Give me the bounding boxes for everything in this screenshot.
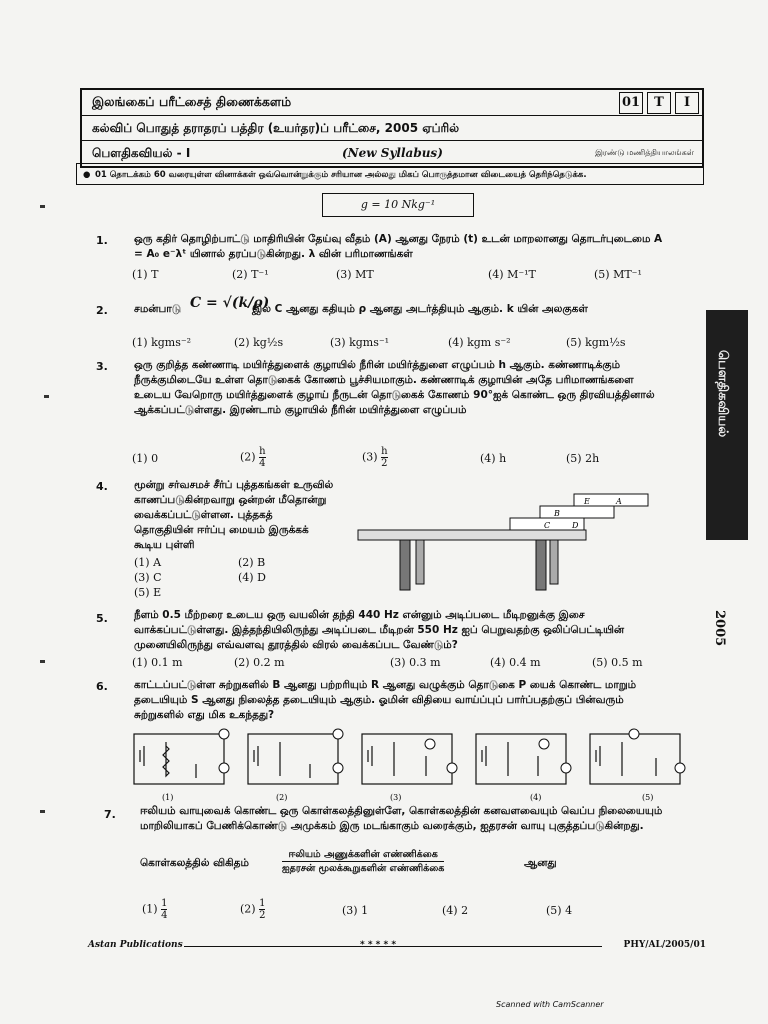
option xyxy=(362,446,388,469)
ammeter-icon xyxy=(425,739,435,749)
table-leg xyxy=(400,540,410,590)
ammeter-icon xyxy=(333,729,343,739)
question-text: ஒரு குறித்த கண்ணாடி மயிர்த்துளைக் குழாயில் நீரின் மயிர்த்துளை எழுப்பம் h ஆகும். கண்ணாடிக்கும் நீருக்குமிடையே உள்ள தொடுகைக் கோணம் பூச்சியமாகும். கண்ணாடிக் குழாயின் அதே பரிமாணங்களை உடைய வேறொரு மயிர்த்துளைக் குழாய் நீருடன் தொடுகைக் கோணம் 90°ஐக் கொண்ட ஒரு திரவியத்தினால் ஆக்கப்பட்டுள்ளது. இரண்டாம் குழாயில் நீரின் மயிர்த்துளை எழுப்பம் xyxy=(134,359,655,416)
exam-title: கல்விப் பொதுத் தராதரப் பத்திர (உயர்தர)ப் பரீட்சை, 2005 ஏப்ரில் xyxy=(92,121,460,135)
bullet-icon: ● xyxy=(83,170,91,180)
question-text: இல் C ஆனது கதியும் ρ ஆனது அடர்த்தியும் ஆகும். k யின் அலகுகள் xyxy=(252,303,588,315)
option: (1) kgms⁻² xyxy=(132,336,192,349)
header-exam-row xyxy=(82,116,702,141)
instruction-box xyxy=(76,163,704,185)
question-number: 7. xyxy=(104,808,116,821)
side-year: 2005 xyxy=(712,610,727,647)
option: (4) D xyxy=(238,571,266,584)
option: (2) 0.2 m xyxy=(234,656,285,669)
book-middle xyxy=(540,506,614,518)
label-e: E xyxy=(584,497,590,506)
option: (3) MT xyxy=(336,268,374,281)
voltmeter-icon xyxy=(219,763,229,773)
fraction-numerator: h xyxy=(259,446,266,457)
fraction-denominator: 2 xyxy=(259,910,266,921)
circuit-label: (1) xyxy=(162,793,174,802)
ratio-numerator: ஈலியம் அணுக்களின் எண்ணிக்கை xyxy=(282,848,444,862)
code-box-2: T xyxy=(647,92,671,114)
margin-mark xyxy=(40,205,45,208)
ammeter-icon xyxy=(539,739,549,749)
footer-stars: * * * * * xyxy=(360,940,397,950)
question-text: ஒரு கதிர் தொழிற்பாட்டு மாதிரியின் தேய்வு வீதம் (A) ஆனது நேரம் (t) உடன் மாறலானது தொடர்புடைமை A = A₀ e⁻λᵗ யினால் தரப்படுகின்றது. λ வின் பரிமாணங்கள் xyxy=(134,233,663,260)
option: (4) h xyxy=(480,452,507,465)
question-number: 1. xyxy=(96,234,108,247)
circuit-3 xyxy=(362,734,452,784)
option: (5) 4 xyxy=(546,904,573,917)
option: (5) 0.5 m xyxy=(592,656,643,669)
voltmeter-icon xyxy=(675,763,685,773)
question-text: காட்டப்பட்டுள்ள சுற்றுகளில் B ஆனது பற்றரியும் R ஆனது வழுக்கும் தொடுகை P யைக் கொண்ட மாறும் தடையியும் S ஆனது நிலைத்த தடையியும் ஆகும். ஓமின் விதியை வாய்ப்புப் பார்ப்பதற்குப் பின்வரும் சுற்றுகளில் எது மிக உகந்தது? xyxy=(134,679,637,721)
question-text-lead: சமன்பாடு xyxy=(134,303,182,315)
ratio-tail: ஆனது xyxy=(524,857,557,869)
option: (1) 0 xyxy=(132,452,159,465)
question-number: 3. xyxy=(96,360,108,373)
fraction xyxy=(259,446,265,469)
option: (5) E xyxy=(134,586,162,599)
label-c: C xyxy=(544,521,551,530)
option: (5) kgm½s xyxy=(566,336,626,349)
margin-mark xyxy=(40,810,45,813)
code-box-1: 01 xyxy=(619,92,643,114)
option: (4) kgm s⁻² xyxy=(448,336,511,349)
footer-rule xyxy=(184,946,454,947)
option: (4) M⁻¹T xyxy=(488,268,536,281)
circuit-diagrams xyxy=(126,728,696,802)
question-number: 5. xyxy=(96,612,108,625)
subject-title: பௌதிகவியல் - I xyxy=(92,146,191,160)
circuit-label: (3) xyxy=(390,793,402,802)
circuit-5 xyxy=(590,734,680,784)
books-on-table-figure xyxy=(350,488,680,598)
formula: C = √(k/ρ) xyxy=(190,295,270,311)
fraction-numerator: 1 xyxy=(161,898,168,909)
fraction-numerator: 1 xyxy=(259,898,266,909)
option-label: (2) xyxy=(240,450,256,464)
fraction-denominator: 2 xyxy=(381,458,388,469)
label-d: D xyxy=(572,521,579,530)
fraction xyxy=(161,898,167,921)
circuit-2 xyxy=(248,734,338,784)
option: (3) C xyxy=(134,571,162,584)
option xyxy=(240,446,266,469)
table-leg xyxy=(416,540,424,584)
side-section-tab xyxy=(706,310,748,540)
option xyxy=(142,898,167,921)
ratio-lead: கொள்கலத்தில் விகிதம் xyxy=(140,857,249,869)
label-a: A xyxy=(616,497,622,506)
question-text: நீளம் 0.5 மீற்றரை உடைய ஒரு வயலின் தந்தி 440 Hz என்னும் அடிப்படை மீடிறனுக்கு இசை வாக்கப்பட்டுள்ளது. இத்தந்தியிலிருந்து அடிப்படை மீடிறன் 550 Hz ஐப் பெறுவதற்கு ஒலிப்பெட்டியின் முனையிலிருந்து எவ்வளவு தூரத்தில் விரல் வைக்கப்பட வேண்டும்? xyxy=(134,609,625,651)
circuit-4 xyxy=(476,734,566,784)
option-label: (3) xyxy=(362,450,378,464)
publisher-label: Astan Publications xyxy=(88,940,183,950)
fraction-numerator: h xyxy=(381,446,388,457)
option xyxy=(240,898,265,921)
fraction xyxy=(259,898,265,921)
syllabus-label: (New Syllabus) xyxy=(342,146,443,160)
question-text: ஈலியம் வாயுவைக் கொண்ட ஒரு கொள்கலத்தினுள்ளே, கொள்கலத்தின் கனவளவையும் வெப்ப நிலையையும் மாறிலியாகப் பேணிக்கொண்டு அமுக்கம் இரு மடங்காகும் வரைக்கும், ஐதரசன் வாயு புகுத்தப்படுகின்றது. xyxy=(140,805,663,832)
circuit-1 xyxy=(134,734,224,784)
fraction-denominator: 4 xyxy=(161,910,168,921)
ratio-fraction xyxy=(282,848,444,875)
option: (4) 2 xyxy=(442,904,469,917)
scan-watermark: Scanned with CamScanner xyxy=(496,1000,604,1009)
fraction xyxy=(381,446,387,469)
question-number: 6. xyxy=(96,680,108,693)
option-label: (2) xyxy=(240,902,256,916)
header-department-row xyxy=(82,90,702,116)
option: (4) 0.4 m xyxy=(490,656,541,669)
instruction-text: 01 தொடக்கம் 60 வரையுள்ள வினாக்கள் ஒவ்வொன்றுக்கும் சரியான அல்லது மிகப் பொருத்தமான விடையைத் தெரிந்தெடுக்க. xyxy=(95,170,587,180)
ammeter-icon xyxy=(219,729,229,739)
table-top xyxy=(358,530,586,540)
option-label: (1) xyxy=(142,902,158,916)
exam-header xyxy=(80,88,704,168)
voltmeter-icon xyxy=(561,763,571,773)
circuit-label: (5) xyxy=(642,793,654,802)
option: (2) B xyxy=(238,556,266,569)
fraction-denominator: 4 xyxy=(259,458,266,469)
option: (1) T xyxy=(132,268,159,281)
question-number: 4. xyxy=(96,480,108,493)
option: (5) MT⁻¹ xyxy=(594,268,642,281)
option: (1) A xyxy=(134,556,162,569)
side-tab-label: பௌதிகவியல் xyxy=(715,350,730,438)
option: (3) 0.3 m xyxy=(390,656,441,669)
option: (2) kg½s xyxy=(234,336,284,349)
code-box-3: I xyxy=(675,92,699,114)
margin-mark xyxy=(44,395,49,398)
department-title: இலங்கைப் பரீட்சைத் திணைக்களம் xyxy=(92,94,292,109)
table-leg xyxy=(550,540,558,584)
circuit-label: (4) xyxy=(530,793,542,802)
question-text: மூன்று சர்வசமச் சீர்ப் புத்தகங்கள் உருவில் காணப்படுகின்றவாறு ஒன்றன் மீதொன்று வைக்கப்பட்டுள்ளன. புத்தகத் தொகுதியின் ஈர்ப்பு மையம் இருக்கக் கூடிய புள்ளி xyxy=(134,479,334,551)
duration-label: இரண்டு மணித்தியாலங்கள் xyxy=(595,148,694,157)
paper-code: PHY/AL/2005/01 xyxy=(623,940,706,950)
option: (3) 1 xyxy=(342,904,369,917)
option: (2) T⁻¹ xyxy=(232,268,269,281)
label-b: B xyxy=(554,509,560,518)
voltmeter-icon xyxy=(447,763,457,773)
margin-mark xyxy=(40,660,45,663)
ratio-denominator: ஐதரசன் மூலக்கூறுகளின் எண்ணிக்கை xyxy=(282,863,445,874)
ammeter-icon xyxy=(629,729,639,739)
question-number: 2. xyxy=(96,304,108,317)
circuit-label: (2) xyxy=(276,793,288,802)
option: (5) 2h xyxy=(566,452,600,465)
option: (1) 0.1 m xyxy=(132,656,183,669)
voltmeter-icon xyxy=(333,763,343,773)
footer-rule xyxy=(432,946,602,947)
option: (3) kgms⁻¹ xyxy=(330,336,390,349)
constant-box: g = 10 Nkg⁻¹ xyxy=(322,193,474,217)
page-footer xyxy=(88,940,706,950)
table-leg xyxy=(536,540,546,590)
